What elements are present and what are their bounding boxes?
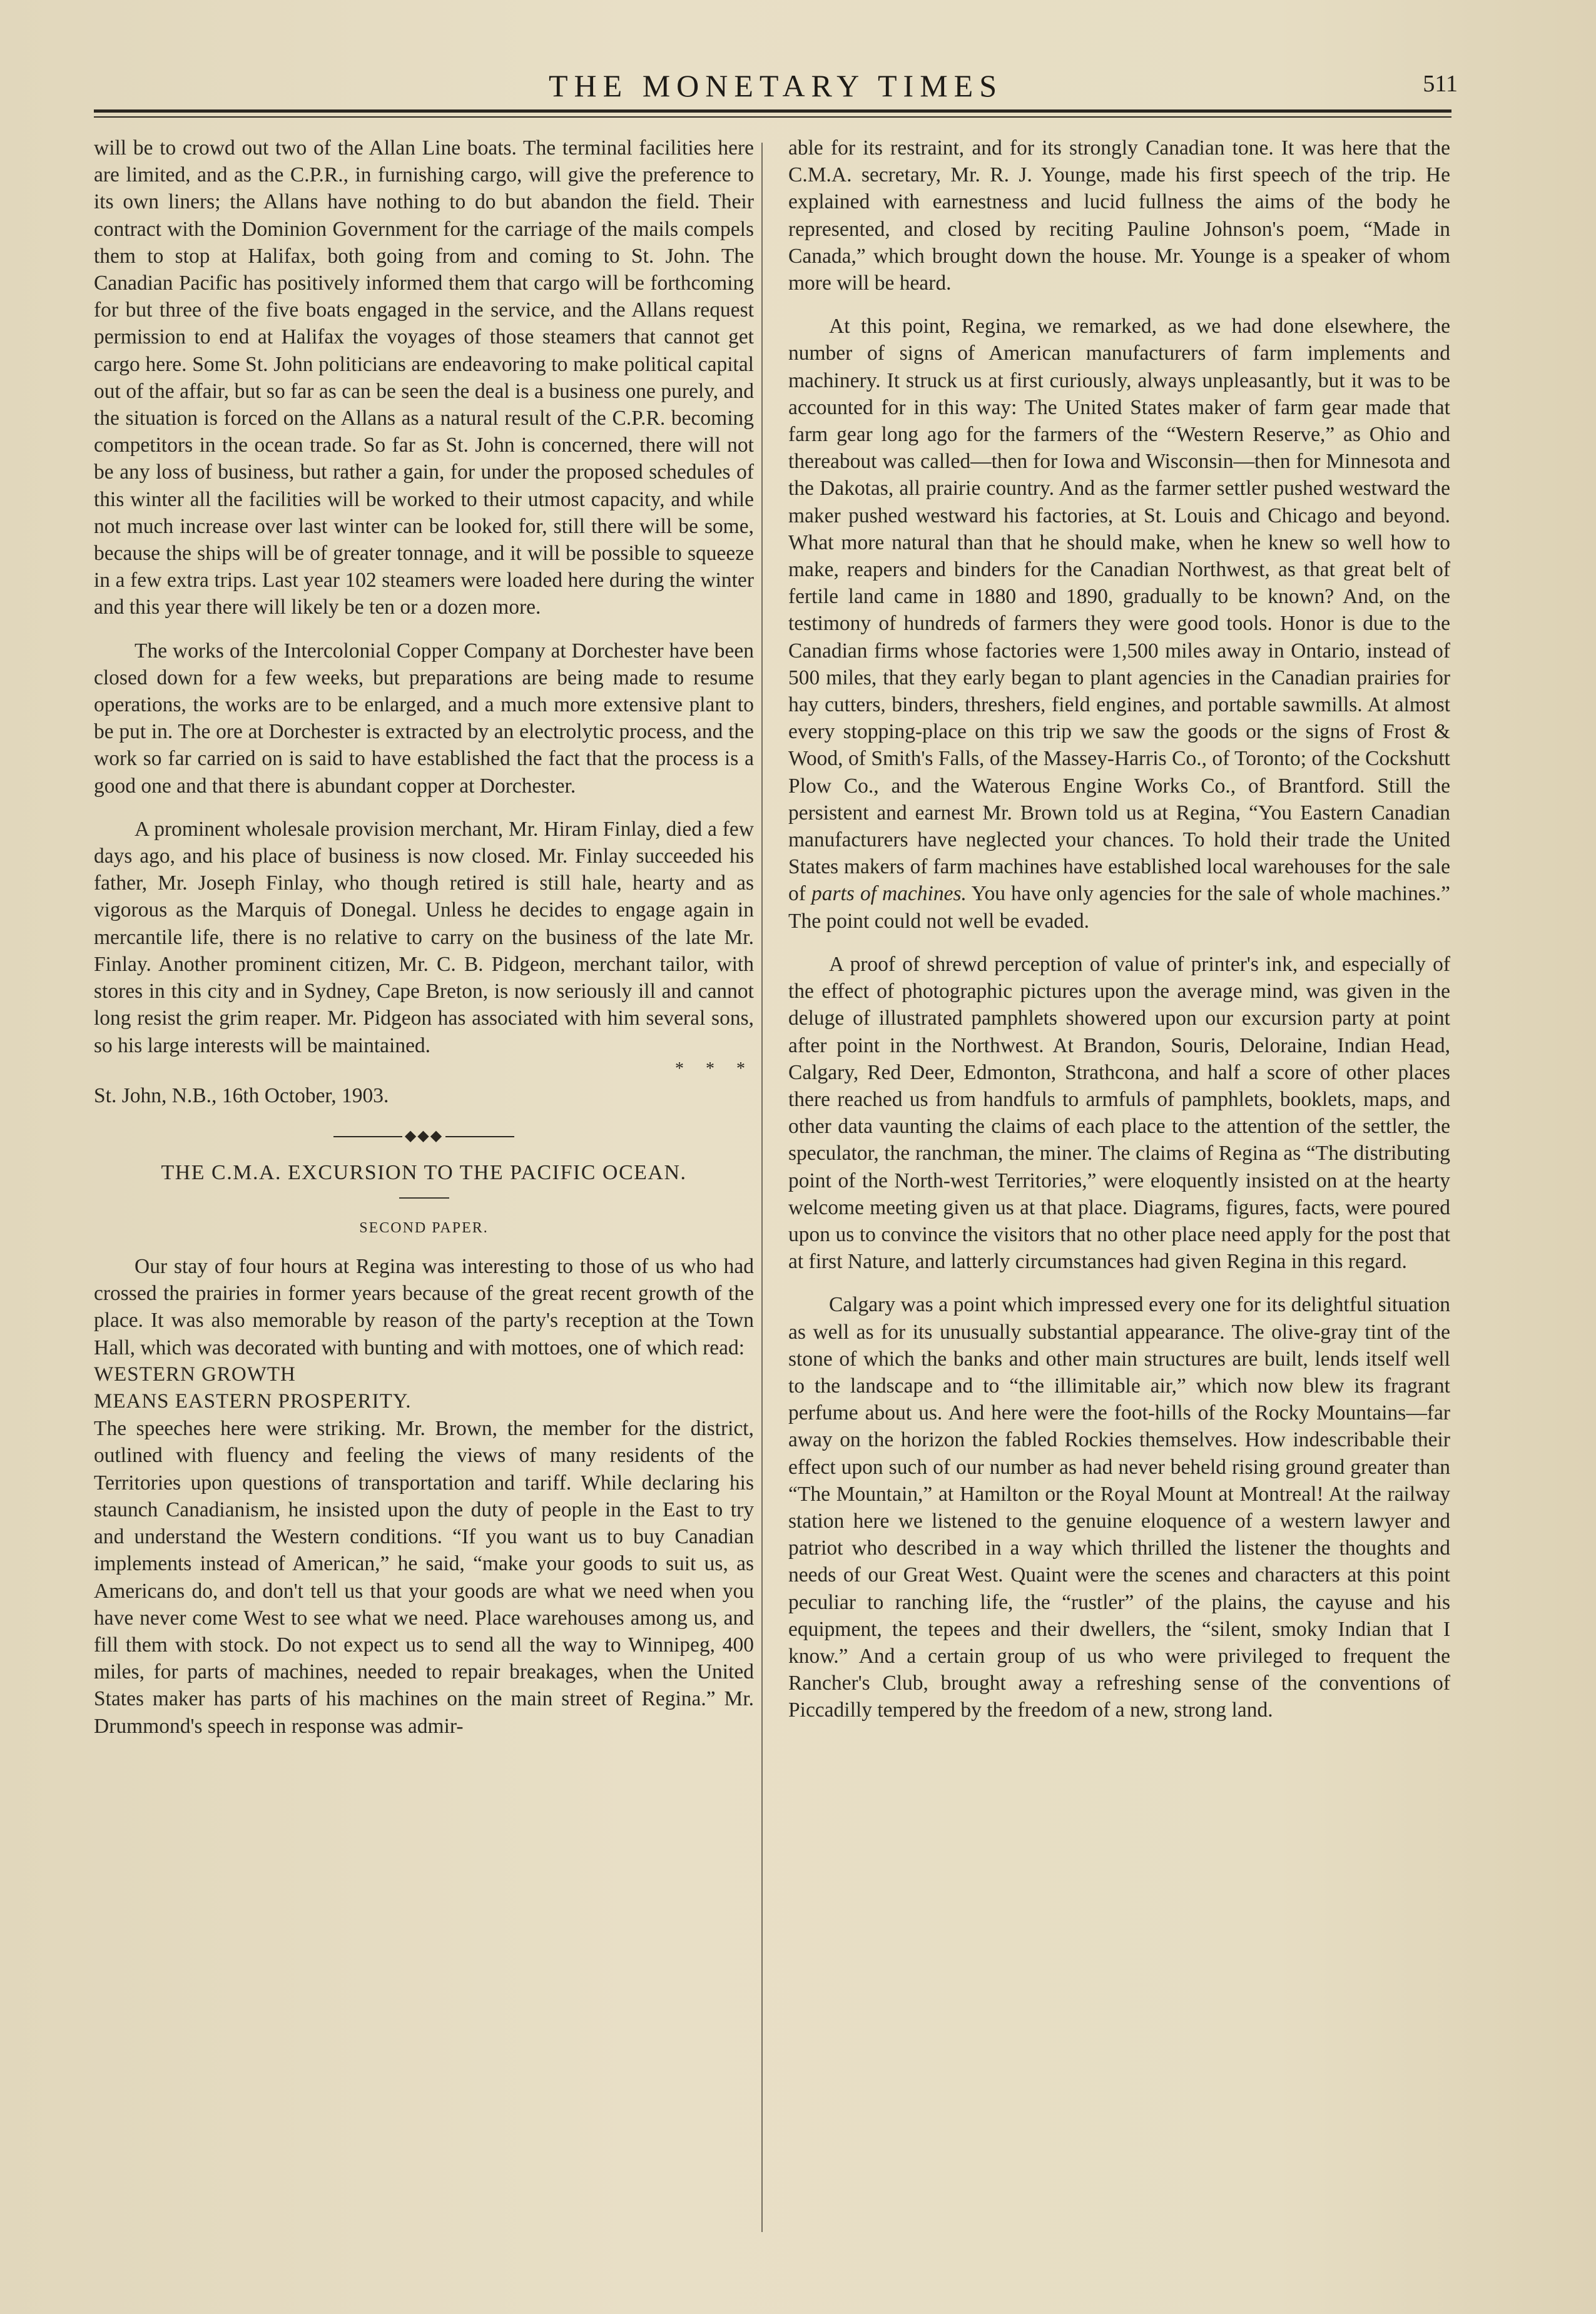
left-paragraph-2: The works of the Intercolonial Copper Company at Dorchester have been closed down for a few weeks, but preparations are being made to resume operations, the works are to be enlarged, and a much more extensive plant to be put in. The ore at Dorchester is extracted by an electrolytic process, and the work so far carried on is said to have established the fact that the process is a good one and that there is abundant copper at Dorchester.	[94, 639, 754, 798]
article-headline: THE C.M.A. EXCURSION TO THE PACIFIC OCEAN.	[161, 1160, 687, 1184]
dateline: St. John, N.B., 16th October, 1903.	[94, 1083, 389, 1107]
header-rule-thick	[94, 109, 1451, 113]
motto-line-2: MEANS EASTERN PROSPERITY.	[94, 1390, 412, 1413]
left-paragraph-5: The speeches here were striking. Mr. Brown, the member for the district, outlined with fluency and feeling the views of many residents of the Territories upon questions of transportation and tariff. While declaring his staunch Canadianism, he insisted upon the duty of people in the East to try and understand the Western conditions. “If you want us to buy Canadian implements instead of American,” he said, “make your goods to suit us, as Americans do, and don't tell us that your goods are what we need when you have never come West to see what we need. Place warehouses among us, and fill them with stock. Do not expect us to send all the way to Winnipeg, 400 miles, for parts of machines, needed to repair breakages, when the United States maker has parts of his machines on the main street of Regina.” Mr. Drummond's speech in response was admir-	[94, 1417, 754, 1738]
section-ornament: ◆◆◆	[94, 1122, 754, 1150]
right-column	[788, 134, 1450, 1724]
column-divider	[761, 143, 763, 2232]
article-subhead: SECOND PAPER.	[359, 1219, 489, 1236]
right-paragraph-2-text: At this point, Regina, we remarked, as we had done elsewhere, the number of signs of American manufacturers of farm implements and machinery. It struck us at first curiously, always unpleasantly, but it was to be accounted for in this way: The United States maker of farm gear made that farm gear long ago for the farmers of the “Western Reserve,” as Ohio and thereabout was called—then for Iowa and Wisconsin—then for Minnesota and the Dakotas, all prairie country. And as the farmer settler pushed westward the maker pushed westward his factories, at St. Louis and Chicago and beyond. What more natural than that he should make, when he knew so well how to make, reapers and binders for the Canadian Northwest, as that great belt of fertile land came in 1880 and 1890, gradually to be known? And, on the testimony of hundreds of farmers they were good tools. Honor is due to the Canadian firms whose factories were 1,500 miles away in Ontario, instead of 500 miles, that they early began to plant agencies in the Canadian prairies for hay cutters, binders, threshers, field engines, and portable sawmills. At almost every stopping-place on this trip we saw the goods or the signs of Frost & Wood, of Smith's Falls, of the Massey-Harris Co., of Toronto; of the Cockshutt Plow Co., and the Waterous Engine Works Co., of Brantford. Still the persistent and earnest Mr. Brown told us at Regina, “You Eastern Canadian manufacturers have neglected your chances. To hold their trade the United States makers of farm machines have established local warehouses for the sale of	[788, 315, 1450, 906]
left-paragraph-1: will be to crowd out two of the Allan Line boats. The terminal facilities here are limited, and as the C.P.R., in furnishing cargo, will give the preference to its own liners; the Allans have nothing to do but abandon the field. Their contract with the Dominion Government for the carriage of the mails compels them to stop at Halifax, both going from and coming to St. John. The Canadian Pacific has positively informed them that cargo will be forthcoming for but three of the five boats engaged in the service, and the Allans request permission to end at Halifax the voyages of those steamers that cannot get cargo here. Some St. John politicians are endeavoring to make political capital out of the affair, but so far as can be seen the deal is a business one purely, and the situation is forced on the Allans as a natural result of the C.P.R. becoming competitors in the ocean trade. So far as St. John is concerned, there will not be any loss of business, but rather a gain, for under the proposed schedules of this winter all the facilities will be worked to their utmost capacity, and while not much increase over last winter can be looked for, still there will be some, because the ships will be of greater tonnage, and it will be possible to squeeze in a few extra trips. Last year 102 steamers were loaded here during the winter and this year there will likely be ten or a dozen more.	[94, 136, 754, 619]
page-number: 511	[1423, 71, 1458, 97]
motto-line-1: WESTERN GROWTH	[94, 1363, 296, 1386]
right-paragraph-3: A proof of shrewd perception of value of printer's ink, and especially of the effect of photographic pictures upon the average mind, was given in the deluge of illustrated pamphlets showered upon our excursion party at point after point in the Northwest. At Brandon, Souris, Deloraine, Indian Head, Calgary, Red Deer, Edmonton, Strathcona, and half a score of other places there reached us from handfuls to armfuls of pamphlets, booklets, maps, and other data vaunting the claims of each place to the attention of the settler, the speculator, the ranchman, the miner. The claims of Regina as “The distributing point of the North-west Territories,” were eloquently insisted on at the hearty welcome meeting given us at that place. Diagrams, figures, facts, were poured upon us to convince the visitors that no other place need apply for the post that at first Nature, and latterly circumstances had given Regina in this regard.	[788, 952, 1450, 1274]
right-paragraph-2-italic: parts of machines.	[811, 882, 967, 906]
masthead	[94, 68, 1458, 105]
right-paragraph-2	[788, 313, 1450, 935]
right-paragraph-2-end: You have only agencies for the sale of whole machines.” The point could not well be evaded.	[788, 882, 1450, 933]
header-rule-thin	[94, 116, 1451, 118]
headline-rule	[399, 1197, 449, 1199]
right-paragraph-4: Calgary was a point which impressed every one for its delightful situation as well as for its unusually substantial appearance. The olive-gray tint of the stone of which the banks and other main structures are built, lends itself well to the landscape and to “the illimitable air,” which now blew its fragrant perfume about us. And here were the foot-hills of the Rocky Mountains—far away on the horizon the fabled Rockies themselves. How indescribable their effect upon such of our number as had never beheld rising ground greater than “The Mountain,” at Hamilton or the Royal Mount at Montreal! At the railway station here we listened to the genuine eloquence of a western lawyer and patriot who described in a way which thrilled the listener the thoughts and needs of our Great West. Quaint were the scenes and characters at this point peculiar to ranching life, the “rustler” of the plains, the cayuse and his equipment, the tepees and their dwellers, the “silent, smoky Indian that I know.” And a certain group of us who were privileged to frequent the Rancher's Club, brought away a refreshing sense of the conventions of Piccadilly tempered by the freedom of a new, strong land.	[788, 1293, 1450, 1722]
left-paragraph-4: Our stay of four hours at Regina was interesting to those of us who had crossed the prairies in former years because of the great recent growth of the place. It was also memorable by reason of the party's reception at the Town Hall, which was decorated with bunting and with mottoes, one of which read:	[94, 1255, 754, 1359]
left-paragraph-3: A prominent wholesale provision merchant, Mr. Hiram Finlay, died a few days ago, and his place of business is now closed. Mr. Finlay succeeded his father, Mr. Joseph Finlay, who though retired is still hale, hearty and as vigorous as the Marquis of Donegal. Unless he decides to engage again in mercantile life, there is no relative to carry on the business of the late Mr. Finlay. Another prominent citizen, Mr. C. B. Pidgeon, merchant tailor, with stores in this city and in Sydney, Cape Breton, is now seriously ill and cannot long resist the grim reaper. Mr. Pidgeon has associated with him several sons, so his large interests will be maintained.	[94, 817, 754, 1057]
left-column	[94, 134, 754, 1740]
publication-title: THE MONETARY TIMES	[549, 68, 1003, 103]
section-end-stars: * * *	[675, 1058, 754, 1078]
right-paragraph-1: able for its restraint, and for its strongly Canadian tone. It was here that the C.M.A. secretary, Mr. R. J. Younge, made his first speech of the trip. He explained with earnestness and lucid fullness the aims of the body he represented, and closed by reciting Pauline Johnson's poem, “Made in Canada,” which brought down the house. Mr. Younge is a speaker of whom more will be heard.	[788, 136, 1450, 295]
